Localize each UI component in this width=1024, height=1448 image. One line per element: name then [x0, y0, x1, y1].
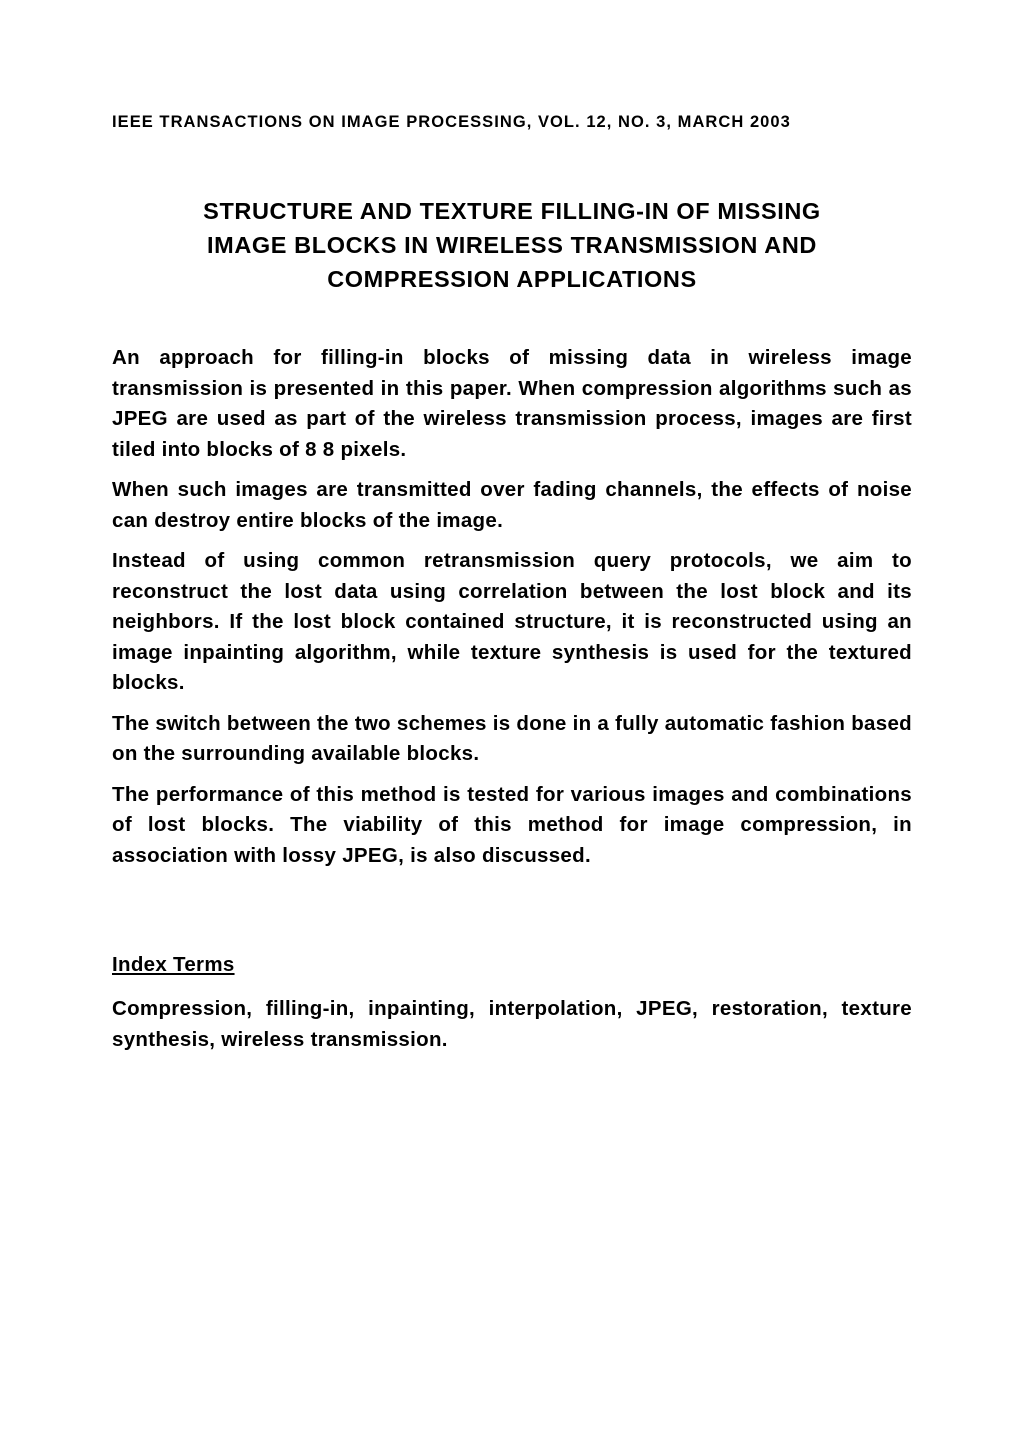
- title-line: STRUCTURE AND TEXTURE FILLING-IN OF MISSING: [203, 198, 821, 224]
- journal-header: IEEE TRANSACTIONS ON IMAGE PROCESSING, VOL. 12, NO. 3, MARCH 2003: [112, 113, 791, 131]
- abstract-paragraph: Instead of using common retransmission query protocols, we aim to reconstruct the lost data using correlation between the lost block and its neighbors. If the lost block contained structure, it is reconstructed using an image inpainting algorithm, while texture synthesis is used for the textured blocks.: [112, 549, 912, 694]
- title-line: COMPRESSION APPLICATIONS: [327, 266, 697, 292]
- abstract: [112, 343, 912, 881]
- abstract-paragraph: An approach for filling-in blocks of missing data in wireless image transmission is presented in this paper. When compression algorithms such as JPEG are used as part of the wireless transmission process, images are first tiled into blocks of 8 8 pixels.: [112, 346, 912, 461]
- title-line: IMAGE BLOCKS IN WIRELESS TRANSMISSION AND: [207, 232, 817, 258]
- abstract-paragraph: The performance of this method is tested for various images and combinations of lost blocks. The viability of this method for image compression, in association with lossy JPEG, is also discussed.: [112, 782, 912, 867]
- index-terms-heading: Index Terms: [112, 953, 235, 976]
- paper-title: [112, 194, 912, 296]
- abstract-paragraph: The switch between the two schemes is done in a fully automatic fashion based on the surrounding available blocks.: [112, 711, 912, 765]
- abstract-paragraph: When such images are transmitted over fading channels, the effects of noise can destroy entire blocks of the image.: [112, 478, 912, 532]
- index-terms-list: Compression, filling-in, inpainting, interpolation, JPEG, restoration, texture synthesis, wireless transmission.: [112, 997, 912, 1051]
